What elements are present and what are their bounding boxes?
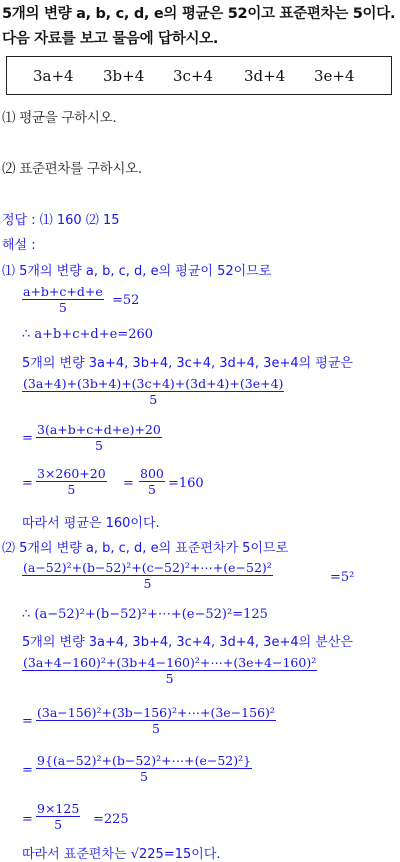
box-item: 3b+4 <box>103 67 145 85</box>
part1-fraction-2 <box>22 376 284 407</box>
equals-sign: = <box>22 476 33 491</box>
equals-sign: = <box>22 431 33 446</box>
part2-conclusion: 따라서 표준편차는 √225=15이다. <box>22 847 221 862</box>
box-item: 3e+4 <box>314 67 355 85</box>
box-item: 3d+4 <box>244 67 286 85</box>
part2-fraction-4 <box>36 753 252 784</box>
equals-sign: = <box>123 476 134 491</box>
part2-fraction-1 <box>22 560 273 591</box>
part2-fraction-2 <box>22 655 317 686</box>
data-box <box>6 56 392 95</box>
part2-sum: ∴ (a−52)²+(b−52)²+⋯+(e−52)²=125 <box>22 607 268 622</box>
fraction-numerator: 3×260+20 <box>37 466 106 481</box>
part1-fraction-1-rhs: =52 <box>112 293 140 308</box>
part1-heading: ⑴ 5개의 변량 a, b, c, d, e의 평균이 52이므로 <box>2 264 272 279</box>
part1-fraction-1 <box>22 284 104 315</box>
part2-fraction-5 <box>36 801 80 832</box>
part2-heading: ⑵ 5개의 변량 a, b, c, d, e의 표준편차가 5이므로 <box>2 541 289 556</box>
sub-question-1: ⑴ 평균을 구하시오. <box>2 110 117 126</box>
explanation-heading: 해설 : <box>2 238 36 253</box>
fraction-denominator: 5 <box>54 817 63 832</box>
sub-question-2: ⑵ 표준편차를 구하시오. <box>2 161 142 177</box>
part1-result: =160 <box>168 476 204 491</box>
part2-fraction-3 <box>36 705 276 736</box>
equals-sign: = <box>22 763 33 778</box>
fraction-denominator: 5 <box>149 392 158 407</box>
fraction-denominator: 5 <box>140 769 148 784</box>
fraction-denominator: 5 <box>147 482 156 497</box>
box-item: 3c+4 <box>173 67 214 85</box>
question-line-2: 다음 자료를 보고 물음에 답하시오. <box>2 31 219 47</box>
fraction-numerator: 800 <box>140 466 164 481</box>
fraction-numerator: (3a+4−160)²+(3b+4−160)²+⋯+(3e+4−160)² <box>23 655 317 670</box>
answer-line: 정답 : ⑴ 160 ⑵ 15 <box>2 213 120 228</box>
part1-transform-text: 5개의 변량 3a+4, 3b+4, 3c+4, 3d+4, 3e+4의 평균은 <box>22 356 353 371</box>
fraction-denominator: 5 <box>165 671 174 686</box>
fraction-numerator: a+b+c+d+e <box>23 284 103 299</box>
part1-fraction-3 <box>36 422 162 453</box>
fraction-denominator: 5 <box>151 721 160 736</box>
equals-sign: = <box>22 812 33 827</box>
fraction-denominator: 5 <box>67 482 76 497</box>
equals-sign: = <box>22 714 33 729</box>
fraction-denominator: 5 <box>58 300 67 315</box>
fraction-numerator: (a−52)²+(b−52)²+(c−52)²+⋯+(e−52)² <box>23 560 272 575</box>
part2-result: =225 <box>93 812 129 827</box>
part1-conclusion: 따라서 평균은 160이다. <box>22 516 160 531</box>
part1-fraction-4a <box>36 466 107 497</box>
part1-sum: ∴ a+b+c+d+e=260 <box>22 327 154 342</box>
fraction-numerator: 3(a+b+c+d+e)+20 <box>37 422 161 437</box>
part2-fraction-1-rhs: =5² <box>330 570 355 585</box>
part1-fraction-4b <box>139 466 165 497</box>
fraction-numerator: 9{(a−52)²+(b−52)²+⋯+(e−52)²} <box>37 753 252 768</box>
box-item: 3a+4 <box>33 67 74 85</box>
fraction-numerator: (3a+4)+(3b+4)+(3c+4)+(3d+4)+(3e+4) <box>23 376 284 391</box>
fraction-denominator: 5 <box>94 438 103 453</box>
part2-transform-text: 5개의 변량 3a+4, 3b+4, 3c+4, 3d+4, 3e+4의 분산은 <box>22 635 353 650</box>
question-line-1: 5개의 변량 a, b, c, d, e의 평균은 52이고 표준편차는 5이다. <box>2 6 396 22</box>
fraction-denominator: 5 <box>143 576 152 591</box>
fraction-numerator: (3a−156)²+(3b−156)²+⋯+(3e−156)² <box>37 705 275 720</box>
fraction-numerator: 9×125 <box>37 801 80 816</box>
